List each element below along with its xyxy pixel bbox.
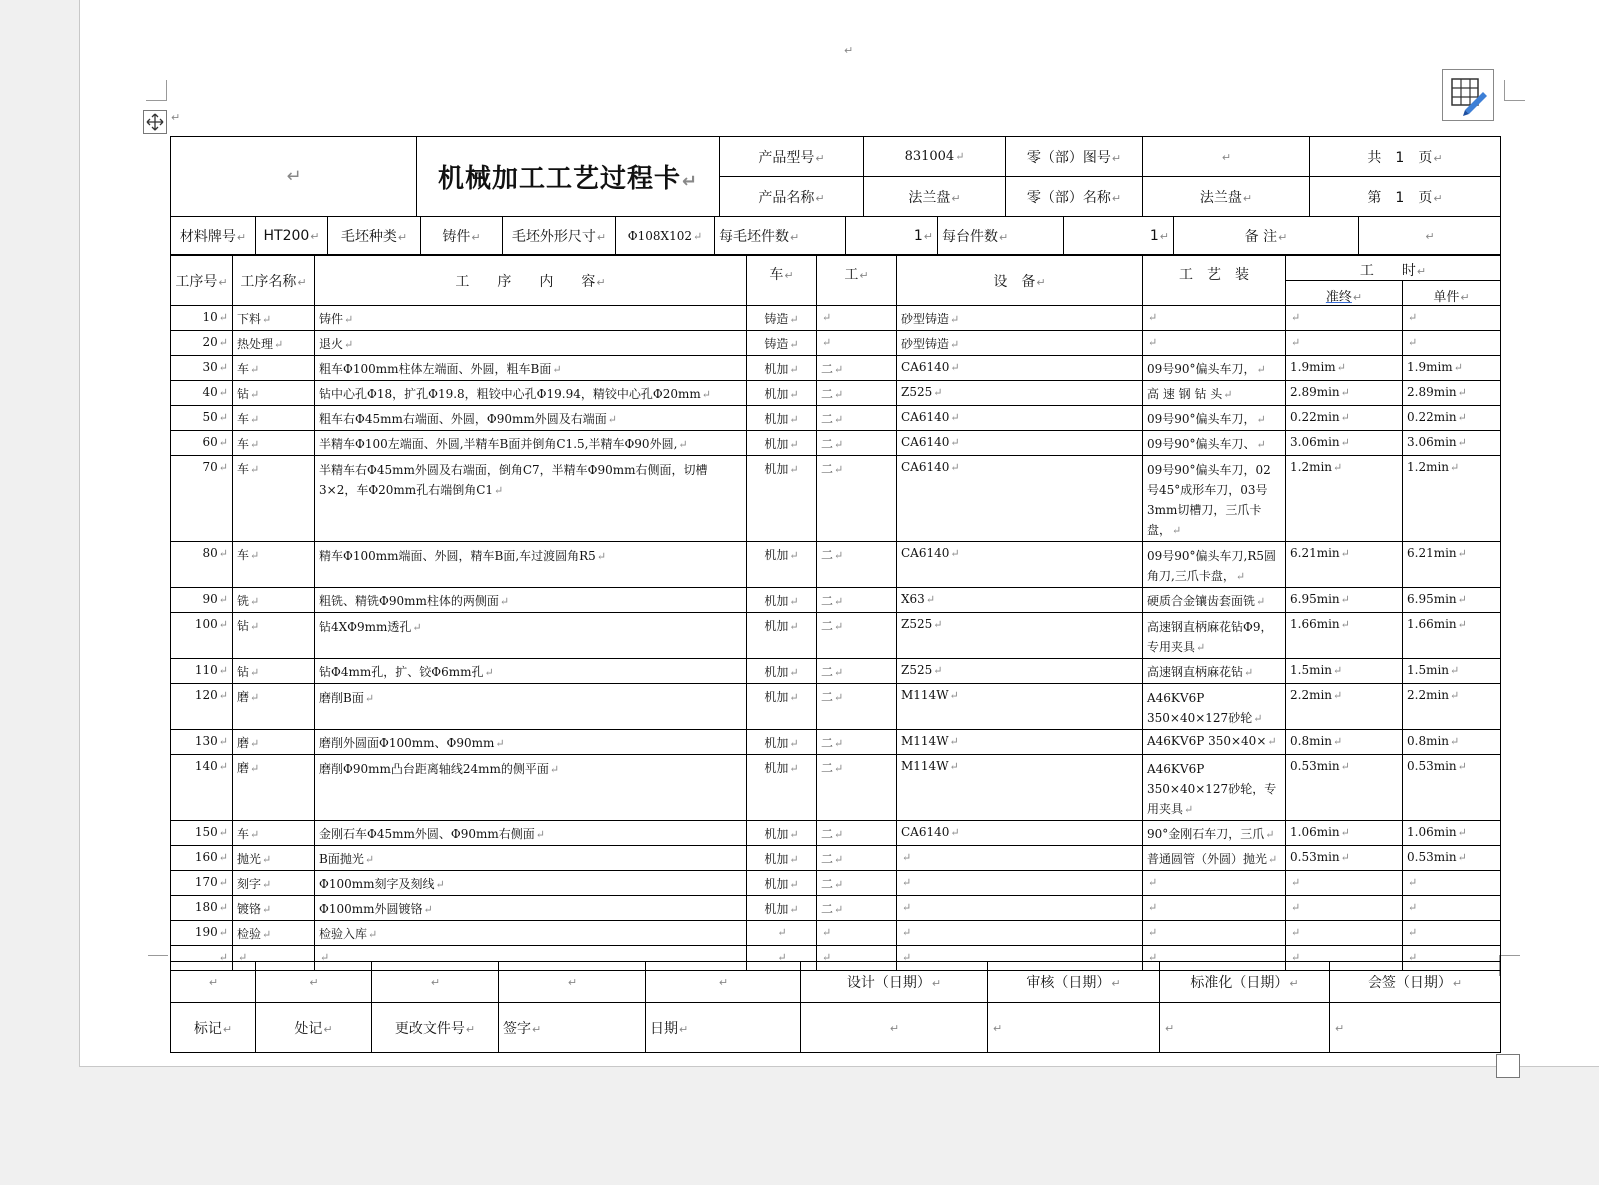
blank-size-value[interactable]: Φ108X102↵ xyxy=(616,217,715,255)
standardization-date-label: 标准化（日期）↵ xyxy=(1160,962,1330,1003)
col-workshop: 车↵ xyxy=(747,256,817,306)
workshop-cell[interactable]: 机加↵ xyxy=(747,588,817,613)
section-cell[interactable]: 二↵ xyxy=(817,588,897,613)
material-grade-value[interactable]: HT200↵ xyxy=(256,217,328,255)
paragraph-mark: ↵ xyxy=(844,44,854,57)
prep-time-cell[interactable]: 1.9mim↵ xyxy=(1286,356,1403,381)
section-cell[interactable]: 二↵ xyxy=(817,730,897,755)
op-name-cell[interactable]: 镀铬↵ xyxy=(233,896,315,921)
table-row xyxy=(171,871,1501,896)
section-cell[interactable]: 二↵ xyxy=(817,456,897,542)
unit-time-cell[interactable]: ↵ xyxy=(1403,331,1501,356)
prep-time-cell[interactable]: 2.89min↵ xyxy=(1286,381,1403,406)
op-name-cell[interactable]: 热处理↵ xyxy=(233,331,315,356)
tooling-cell[interactable]: 09号90°偏头车刀，02号45°成形车刀，03号3mm切槽刀，三爪卡盘，↵ xyxy=(1143,456,1286,542)
op-name-cell[interactable]: 钻↵ xyxy=(233,613,315,659)
blank-size-label: 毛坯外形尺寸↵ xyxy=(503,217,616,255)
tooling-cell[interactable]: ↵ xyxy=(1143,921,1286,946)
blank-cell[interactable]: ↵ xyxy=(256,962,372,1003)
product-model-value[interactable]: 831004↵ xyxy=(864,137,1006,177)
unit-time-cell[interactable]: 2.89min↵ xyxy=(1403,381,1501,406)
per-unit-label: 每台件数↵ xyxy=(938,217,1064,255)
unit-time-cell[interactable]: ↵ xyxy=(1403,921,1501,946)
op-content-cell[interactable]: 退火↵ xyxy=(315,331,747,356)
equipment-cell[interactable]: CA6140↵ xyxy=(897,542,1143,588)
place-label: 处记↵ xyxy=(256,1003,372,1053)
col-op-content: 工 序 内 容↵ xyxy=(315,256,747,306)
section-cell[interactable]: 二↵ xyxy=(817,846,897,871)
equipment-cell[interactable]: ↵ xyxy=(897,921,1143,946)
workshop-cell[interactable]: 机加↵ xyxy=(747,821,817,846)
tooling-cell[interactable]: A46KV6P 350×40×↵ xyxy=(1143,730,1286,755)
col-prep-time: 准终↵ xyxy=(1286,281,1403,306)
material-info-table xyxy=(170,216,1501,255)
op-no-cell[interactable]: 60↵ xyxy=(171,431,233,456)
op-name-cell[interactable]: 车↵ xyxy=(233,406,315,431)
table-move-handle-icon[interactable] xyxy=(143,110,167,134)
op-no-cell[interactable]: 100↵ xyxy=(171,613,233,659)
quick-table-layout-icon[interactable] xyxy=(1442,69,1494,121)
prep-time-cell[interactable]: 6.95min↵ xyxy=(1286,588,1403,613)
section-cell[interactable]: 二↵ xyxy=(817,755,897,821)
remark-label: 备 注↵ xyxy=(1174,217,1359,255)
unit-time-cell[interactable]: 0.53min↵ xyxy=(1403,755,1501,821)
op-content-cell[interactable]: 钻4XΦ9mm透孔↵ xyxy=(315,613,747,659)
review-date-label: 审核（日期）↵ xyxy=(988,962,1160,1003)
section-cell[interactable]: ↵ xyxy=(817,331,897,356)
workshop-cell[interactable]: 机加↵ xyxy=(747,542,817,588)
table-row xyxy=(171,306,1501,331)
table-row xyxy=(171,659,1501,684)
op-no-cell[interactable]: 30↵ xyxy=(171,356,233,381)
op-name-cell[interactable]: 车↵ xyxy=(233,821,315,846)
table-row xyxy=(171,588,1501,613)
equipment-cell[interactable]: Z525↵ xyxy=(897,659,1143,684)
tooling-cell[interactable]: ↵ xyxy=(1143,896,1286,921)
change-doc-label: 更改文件号↵ xyxy=(372,1003,499,1053)
equipment-cell[interactable]: CA6140↵ xyxy=(897,821,1143,846)
crop-mark-bottom-left xyxy=(148,955,168,976)
col-time: 工 时↵ xyxy=(1286,256,1501,281)
section-cell[interactable]: ↵ xyxy=(817,306,897,331)
tooling-cell[interactable]: 90°金刚石车刀，三爪↵ xyxy=(1143,821,1286,846)
unit-time-cell[interactable]: ↵ xyxy=(1403,946,1501,971)
unit-time-cell[interactable]: 3.06min↵ xyxy=(1403,431,1501,456)
workshop-cell[interactable]: ↵ xyxy=(747,946,817,971)
section-cell[interactable]: 二↵ xyxy=(817,659,897,684)
unit-time-cell[interactable]: ↵ xyxy=(1403,896,1501,921)
op-content-cell[interactable]: 钻Φ4mm孔，扩、铰Φ6mm孔↵ xyxy=(315,659,747,684)
prep-time-cell[interactable]: ↵ xyxy=(1286,921,1403,946)
unit-time-cell[interactable]: 1.66min↵ xyxy=(1403,613,1501,659)
workshop-cell[interactable]: ↵ xyxy=(747,921,817,946)
tooling-cell[interactable]: 09号90°偏头车刀,R5圆角刀,三爪卡盘，↵ xyxy=(1143,542,1286,588)
prep-time-cell[interactable]: 0.53min↵ xyxy=(1286,755,1403,821)
op-content-cell[interactable]: 精车Φ100mm端面、外圆，精车B面,车过渡圆角R5↵ xyxy=(315,542,747,588)
paragraph-mark: ↵ xyxy=(171,111,181,124)
prep-time-cell[interactable]: 0.8min↵ xyxy=(1286,730,1403,755)
tooling-cell[interactable]: 高速钢直柄麻花钻Φ9，专用夹具↵ xyxy=(1143,613,1286,659)
tooling-cell[interactable]: A46KV6P 350×40×127砂轮，专用夹具↵ xyxy=(1143,755,1286,821)
sign-label: 签字↵ xyxy=(499,1003,646,1053)
col-op-no: 工序号↵ xyxy=(171,256,233,306)
tooling-cell[interactable]: 普通圆管（外圆）抛光↵ xyxy=(1143,846,1286,871)
section-cell[interactable]: ↵ xyxy=(817,921,897,946)
table-row xyxy=(171,356,1501,381)
op-no-cell[interactable]: 80↵ xyxy=(171,542,233,588)
op-name-cell[interactable]: 钻↵ xyxy=(233,659,315,684)
crop-mark-bottom-right xyxy=(1499,955,1520,976)
table-row xyxy=(171,542,1501,588)
prep-time-cell[interactable]: 1.5min↵ xyxy=(1286,659,1403,684)
design-date-value[interactable]: ↵ xyxy=(801,1003,988,1053)
equipment-cell[interactable]: Z525↵ xyxy=(897,381,1143,406)
standardization-date-value[interactable]: ↵ xyxy=(1160,1003,1330,1053)
op-no-cell[interactable]: 190↵ xyxy=(171,921,233,946)
unit-time-cell[interactable]: 0.53min↵ xyxy=(1403,846,1501,871)
countersign-date-label: 会签（日期）↵ xyxy=(1330,962,1501,1003)
op-content-cell[interactable]: ↵ xyxy=(315,946,747,971)
prep-time-cell[interactable]: 1.06min↵ xyxy=(1286,821,1403,846)
unit-time-cell[interactable]: 1.5min↵ xyxy=(1403,659,1501,684)
workshop-cell[interactable]: 机加↵ xyxy=(747,613,817,659)
per-unit-value[interactable]: 1↵ xyxy=(1064,217,1174,255)
prep-time-cell[interactable]: ↵ xyxy=(1286,896,1403,921)
tooling-cell[interactable]: 09号90°偏头车刀，↵ xyxy=(1143,356,1286,381)
col-op-name: 工序名称↵ xyxy=(233,256,315,306)
op-no-cell[interactable]: 40↵ xyxy=(171,381,233,406)
per-blank-label: 每毛坯件数↵ xyxy=(715,217,846,255)
workshop-cell[interactable]: 机加↵ xyxy=(747,684,817,730)
equipment-cell[interactable]: ↵ xyxy=(897,846,1143,871)
part-no-label: 零（部）图号↵ xyxy=(1006,137,1143,177)
op-content-cell[interactable]: 粗车右Φ45mm右端面、外圆，Φ90mm外圆及右端面↵ xyxy=(315,406,747,431)
blank-type-label: 毛坯种类↵ xyxy=(328,217,421,255)
design-date-label: 设计（日期）↵ xyxy=(801,962,988,1003)
workshop-cell[interactable]: 铸造↵ xyxy=(747,331,817,356)
op-no-cell[interactable]: 90↵ xyxy=(171,588,233,613)
section-cell[interactable]: 二↵ xyxy=(817,871,897,896)
table-row xyxy=(171,456,1501,542)
tooling-cell[interactable]: ↵ xyxy=(1143,306,1286,331)
equipment-cell[interactable]: M114W↵ xyxy=(897,684,1143,730)
table-row xyxy=(171,331,1501,356)
op-content-cell[interactable]: 钻中心孔Φ18，扩孔Φ19.8，粗铰中心孔Φ19.94，精铰中心孔Φ20mm↵ xyxy=(315,381,747,406)
table-row xyxy=(171,755,1501,821)
unit-time-cell[interactable]: 1.06min↵ xyxy=(1403,821,1501,846)
table-row xyxy=(171,921,1501,946)
workshop-cell[interactable]: 机加↵ xyxy=(747,659,817,684)
card-header-table xyxy=(170,136,1501,217)
unit-time-cell[interactable]: 6.21min↵ xyxy=(1403,542,1501,588)
part-no-value[interactable]: ↵ xyxy=(1143,137,1310,177)
equipment-cell[interactable]: 砂型铸造↵ xyxy=(897,306,1143,331)
workshop-cell[interactable]: 机加↵ xyxy=(747,356,817,381)
op-no-cell[interactable]: 70↵ xyxy=(171,456,233,542)
op-name-cell[interactable]: 抛光↵ xyxy=(233,846,315,871)
prep-time-cell[interactable]: ↵ xyxy=(1286,306,1403,331)
op-no-cell[interactable]: 10↵ xyxy=(171,306,233,331)
table-row xyxy=(171,821,1501,846)
section-cell[interactable]: 二↵ xyxy=(817,406,897,431)
card-title: 机械加工工艺过程卡↵ xyxy=(417,137,720,217)
workshop-cell[interactable]: 机加↵ xyxy=(747,846,817,871)
date-label: 日期↵ xyxy=(646,1003,801,1053)
signature-table xyxy=(170,961,1501,1053)
table-resize-handle-icon[interactable] xyxy=(1496,1054,1520,1078)
equipment-cell[interactable]: ↵ xyxy=(897,896,1143,921)
equipment-cell[interactable]: CA6140↵ xyxy=(897,406,1143,431)
workshop-cell[interactable]: 铸造↵ xyxy=(747,306,817,331)
prep-time-cell[interactable]: 0.22min↵ xyxy=(1286,406,1403,431)
product-name-value[interactable]: 法兰盘↵ xyxy=(864,177,1006,217)
section-cell[interactable]: 二↵ xyxy=(817,684,897,730)
equipment-cell[interactable]: ↵ xyxy=(897,946,1143,971)
workshop-cell[interactable]: 机加↵ xyxy=(747,730,817,755)
op-name-cell[interactable]: ↵ xyxy=(233,946,315,971)
op-no-cell[interactable]: 120↵ xyxy=(171,684,233,730)
table-row xyxy=(171,846,1501,871)
part-name-value[interactable]: 法兰盘↵ xyxy=(1143,177,1310,217)
prep-time-cell[interactable]: 1.66min↵ xyxy=(1286,613,1403,659)
table-row xyxy=(171,684,1501,730)
op-no-cell[interactable]: 110↵ xyxy=(171,659,233,684)
equipment-cell[interactable]: CA6140↵ xyxy=(897,431,1143,456)
workshop-cell[interactable]: 机加↵ xyxy=(747,755,817,821)
blank-cell[interactable]: ↵ xyxy=(646,962,801,1003)
op-no-cell[interactable]: 160↵ xyxy=(171,846,233,871)
equipment-cell[interactable]: M114W↵ xyxy=(897,755,1143,821)
product-name-label: 产品名称↵ xyxy=(720,177,864,217)
workshop-cell[interactable]: 机加↵ xyxy=(747,381,817,406)
op-no-cell[interactable]: 150↵ xyxy=(171,821,233,846)
prep-time-cell[interactable]: 0.53min↵ xyxy=(1286,846,1403,871)
prep-time-cell[interactable]: ↵ xyxy=(1286,331,1403,356)
tooling-cell[interactable]: 硬质合金镶齿套面铣↵ xyxy=(1143,588,1286,613)
table-row xyxy=(171,431,1501,456)
unit-time-cell[interactable]: ↵ xyxy=(1403,871,1501,896)
table-row xyxy=(171,406,1501,431)
op-content-cell[interactable]: 粗铣、精铣Φ90mm柱体的两侧面↵ xyxy=(315,588,747,613)
product-model-label: 产品型号↵ xyxy=(720,137,864,177)
op-content-cell[interactable]: 磨削B面↵ xyxy=(315,684,747,730)
equipment-cell[interactable]: M114W↵ xyxy=(897,730,1143,755)
tooling-cell[interactable]: 高速钢直柄麻花钻↵ xyxy=(1143,659,1286,684)
tooling-cell[interactable]: 高 速 钢 钻 头↵ xyxy=(1143,381,1286,406)
op-name-cell[interactable]: 钻↵ xyxy=(233,381,315,406)
op-name-cell[interactable]: 检验↵ xyxy=(233,921,315,946)
per-blank-value[interactable]: 1↵ xyxy=(846,217,938,255)
crop-mark-top-right xyxy=(1504,80,1525,101)
op-no-cell[interactable]: 180↵ xyxy=(171,896,233,921)
op-no-cell[interactable]: 50↵ xyxy=(171,406,233,431)
equipment-cell[interactable]: CA6140↵ xyxy=(897,456,1143,542)
op-content-cell[interactable]: 磨削Φ90mm凸台距离轴线24mm的侧平面↵ xyxy=(315,755,747,821)
op-name-cell[interactable]: 磨↵ xyxy=(233,684,315,730)
section-cell[interactable]: 二↵ xyxy=(817,821,897,846)
unit-time-cell[interactable]: 0.22min↵ xyxy=(1403,406,1501,431)
page-number: 第 1 页↵ xyxy=(1310,177,1501,217)
blank-cell[interactable]: ↵ xyxy=(372,962,499,1003)
op-content-cell[interactable]: 半精车Φ100左端面、外圆,半精车B面并倒角C1.5,半精车Φ90外圆,↵ xyxy=(315,431,747,456)
process-table xyxy=(170,255,1501,971)
prep-time-cell[interactable]: 3.06min↵ xyxy=(1286,431,1403,456)
op-content-cell[interactable]: B面抛光↵ xyxy=(315,846,747,871)
section-cell[interactable]: 二↵ xyxy=(817,381,897,406)
section-cell[interactable]: 二↵ xyxy=(817,613,897,659)
countersign-date-value[interactable]: ↵ xyxy=(1330,1003,1501,1053)
op-no-cell[interactable]: ↵ xyxy=(171,946,233,971)
op-content-cell[interactable]: Φ100mm外圆镀铬↵ xyxy=(315,896,747,921)
op-no-cell[interactable]: 20↵ xyxy=(171,331,233,356)
table-row xyxy=(171,730,1501,755)
blank-type-value[interactable]: 铸件↵ xyxy=(421,217,503,255)
section-cell[interactable]: 二↵ xyxy=(817,431,897,456)
tooling-cell[interactable]: 09号90°偏头车刀、↵ xyxy=(1143,431,1286,456)
remark-value[interactable]: ↵ xyxy=(1359,217,1501,255)
tooling-cell[interactable]: ↵ xyxy=(1143,331,1286,356)
workshop-cell[interactable]: 机加↵ xyxy=(747,406,817,431)
op-name-cell[interactable]: 磨↵ xyxy=(233,730,315,755)
section-cell[interactable]: 二↵ xyxy=(817,356,897,381)
tooling-cell[interactable]: 09号90°偏头车刀，↵ xyxy=(1143,406,1286,431)
table-row xyxy=(171,896,1501,921)
part-name-label: 零（部）名称↵ xyxy=(1006,177,1143,217)
op-content-cell[interactable]: 粗车Φ100mm柱体左端面、外圆，粗车B面↵ xyxy=(315,356,747,381)
col-unit-time: 单件↵ xyxy=(1403,281,1501,306)
op-name-cell[interactable]: 车↵ xyxy=(233,356,315,381)
col-section: 工↵ xyxy=(817,256,897,306)
table-row xyxy=(171,381,1501,406)
op-no-cell[interactable]: 130↵ xyxy=(171,730,233,755)
prep-time-cell[interactable]: 6.21min↵ xyxy=(1286,542,1403,588)
mark-label: 标记↵ xyxy=(171,1003,256,1053)
total-pages: 共 1 页↵ xyxy=(1310,137,1501,177)
equipment-cell[interactable]: 砂型铸造↵ xyxy=(897,331,1143,356)
unit-time-cell[interactable]: 2.2min↵ xyxy=(1403,684,1501,730)
equipment-cell[interactable]: Z525↵ xyxy=(897,613,1143,659)
equipment-cell[interactable]: ↵ xyxy=(897,871,1143,896)
review-date-value[interactable]: ↵ xyxy=(988,1003,1160,1053)
prep-time-cell[interactable]: ↵ xyxy=(1286,946,1403,971)
op-content-cell[interactable]: 铸件↵ xyxy=(315,306,747,331)
op-content-cell[interactable]: 金刚石车Φ45mm外圆、Φ90mm右侧面↵ xyxy=(315,821,747,846)
op-no-cell[interactable]: 170↵ xyxy=(171,871,233,896)
op-content-cell[interactable]: Φ100mm刻字及刻线↵ xyxy=(315,871,747,896)
blank-cell[interactable]: ↵ xyxy=(499,962,646,1003)
prep-time-cell[interactable]: 2.2min↵ xyxy=(1286,684,1403,730)
op-name-cell[interactable]: 车↵ xyxy=(233,456,315,542)
col-equipment: 设 备↵ xyxy=(897,256,1143,306)
tooling-cell[interactable]: A46KV6P 350×40×127砂轮↵ xyxy=(1143,684,1286,730)
blank-cell[interactable]: ↵ xyxy=(171,962,256,1003)
section-cell[interactable]: ↵ xyxy=(817,946,897,971)
op-no-cell[interactable]: 140↵ xyxy=(171,755,233,821)
crop-mark-top-left xyxy=(146,80,167,101)
op-name-cell[interactable]: 铣↵ xyxy=(233,588,315,613)
op-name-cell[interactable]: 磨↵ xyxy=(233,755,315,821)
section-cell[interactable]: 二↵ xyxy=(817,542,897,588)
op-content-cell[interactable]: 半精车右Φ45mm外圆及右端面，倒角C7，半精车Φ90mm右侧面，切槽3×2，车Φ20mm孔右端倒角C1↵ xyxy=(315,456,747,542)
workshop-cell[interactable]: 机加↵ xyxy=(747,871,817,896)
unit-time-cell[interactable]: 1.2min↵ xyxy=(1403,456,1501,542)
section-cell[interactable]: 二↵ xyxy=(817,896,897,921)
workshop-cell[interactable]: 机加↵ xyxy=(747,456,817,542)
op-name-cell[interactable]: 车↵ xyxy=(233,431,315,456)
unit-time-cell[interactable]: ↵ xyxy=(1403,306,1501,331)
workshop-cell[interactable]: 机加↵ xyxy=(747,896,817,921)
prep-time-cell[interactable]: ↵ xyxy=(1286,871,1403,896)
op-name-cell[interactable]: 刻字↵ xyxy=(233,871,315,896)
table-row xyxy=(171,613,1501,659)
tooling-cell[interactable]: ↵ xyxy=(1143,871,1286,896)
equipment-cell[interactable]: X63↵ xyxy=(897,588,1143,613)
col-tooling: 工 艺 装 xyxy=(1143,256,1286,306)
prep-time-cell[interactable]: 1.2min↵ xyxy=(1286,456,1403,542)
material-grade-label: 材料牌号↵ xyxy=(171,217,256,255)
tooling-cell[interactable]: ↵ xyxy=(1143,946,1286,971)
workshop-cell[interactable]: 机加↵ xyxy=(747,431,817,456)
unit-time-cell[interactable]: 6.95min↵ xyxy=(1403,588,1501,613)
unit-time-cell[interactable]: 1.9mim↵ xyxy=(1403,356,1501,381)
op-name-cell[interactable]: 下料↵ xyxy=(233,306,315,331)
op-content-cell[interactable]: 磨削外圆面Φ100mm、Φ90mm↵ xyxy=(315,730,747,755)
op-content-cell[interactable]: 检验入库↵ xyxy=(315,921,747,946)
logo-cell[interactable]: ↵ xyxy=(171,137,417,217)
op-name-cell[interactable]: 车↵ xyxy=(233,542,315,588)
unit-time-cell[interactable]: 0.8min↵ xyxy=(1403,730,1501,755)
equipment-cell[interactable]: CA6140↵ xyxy=(897,356,1143,381)
